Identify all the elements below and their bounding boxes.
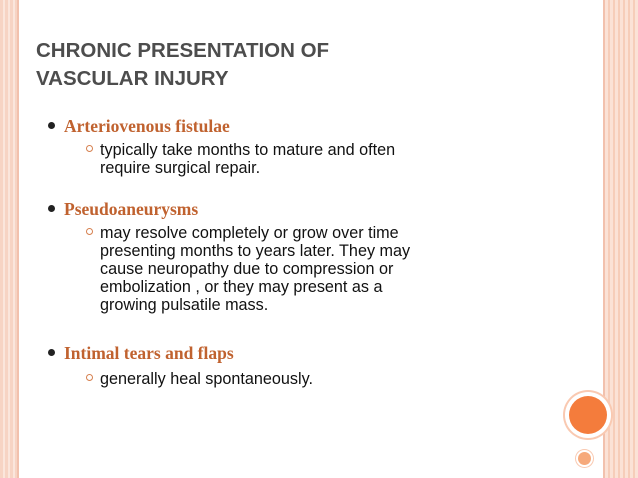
slide-title-line-2: VASCULAR INJURY xyxy=(36,67,229,90)
bullet-icon xyxy=(48,349,55,356)
detail-line: embolization , or they may present as a xyxy=(100,278,383,296)
left-border-decoration xyxy=(0,0,17,478)
detail-line: may resolve completely or grow over time xyxy=(100,224,399,242)
orange-circle-decoration xyxy=(569,396,607,434)
right-border-decoration xyxy=(605,0,638,478)
bullet-icon xyxy=(48,122,55,129)
slide-title xyxy=(36,37,556,93)
ring-bullet-icon xyxy=(86,145,93,152)
detail-text xyxy=(100,141,395,177)
ring-bullet-icon xyxy=(86,228,93,235)
small-circle-decoration xyxy=(578,452,591,465)
detail-line: generally heal spontaneously. xyxy=(100,370,313,388)
bullet-icon xyxy=(48,205,55,212)
section-heading-text: Intimal tears and flaps xyxy=(64,343,234,363)
detail-line: cause neuropathy due to compression or xyxy=(100,260,394,278)
detail-line: growing pulsatile mass. xyxy=(100,296,269,314)
slide-title-line-1: CHRONIC PRESENTATION OF xyxy=(36,39,330,62)
section-heading-text: Pseudoaneurysms xyxy=(64,199,199,219)
section-heading-arteriovenous-fistulae xyxy=(64,116,230,137)
detail-text xyxy=(100,224,410,314)
ring-bullet-icon xyxy=(86,374,93,381)
left-border-line xyxy=(17,0,19,478)
section-heading-pseudoaneurysms xyxy=(64,199,198,220)
section-heading-text: Arteriovenous fistulae xyxy=(64,116,230,136)
detail-line: typically take months to mature and often xyxy=(100,141,396,159)
section-heading-intimal-tears xyxy=(64,343,234,364)
detail-line: presenting months to years later. They may xyxy=(100,242,411,260)
detail-line: require surgical repair. xyxy=(100,159,261,177)
detail-text xyxy=(100,370,313,388)
